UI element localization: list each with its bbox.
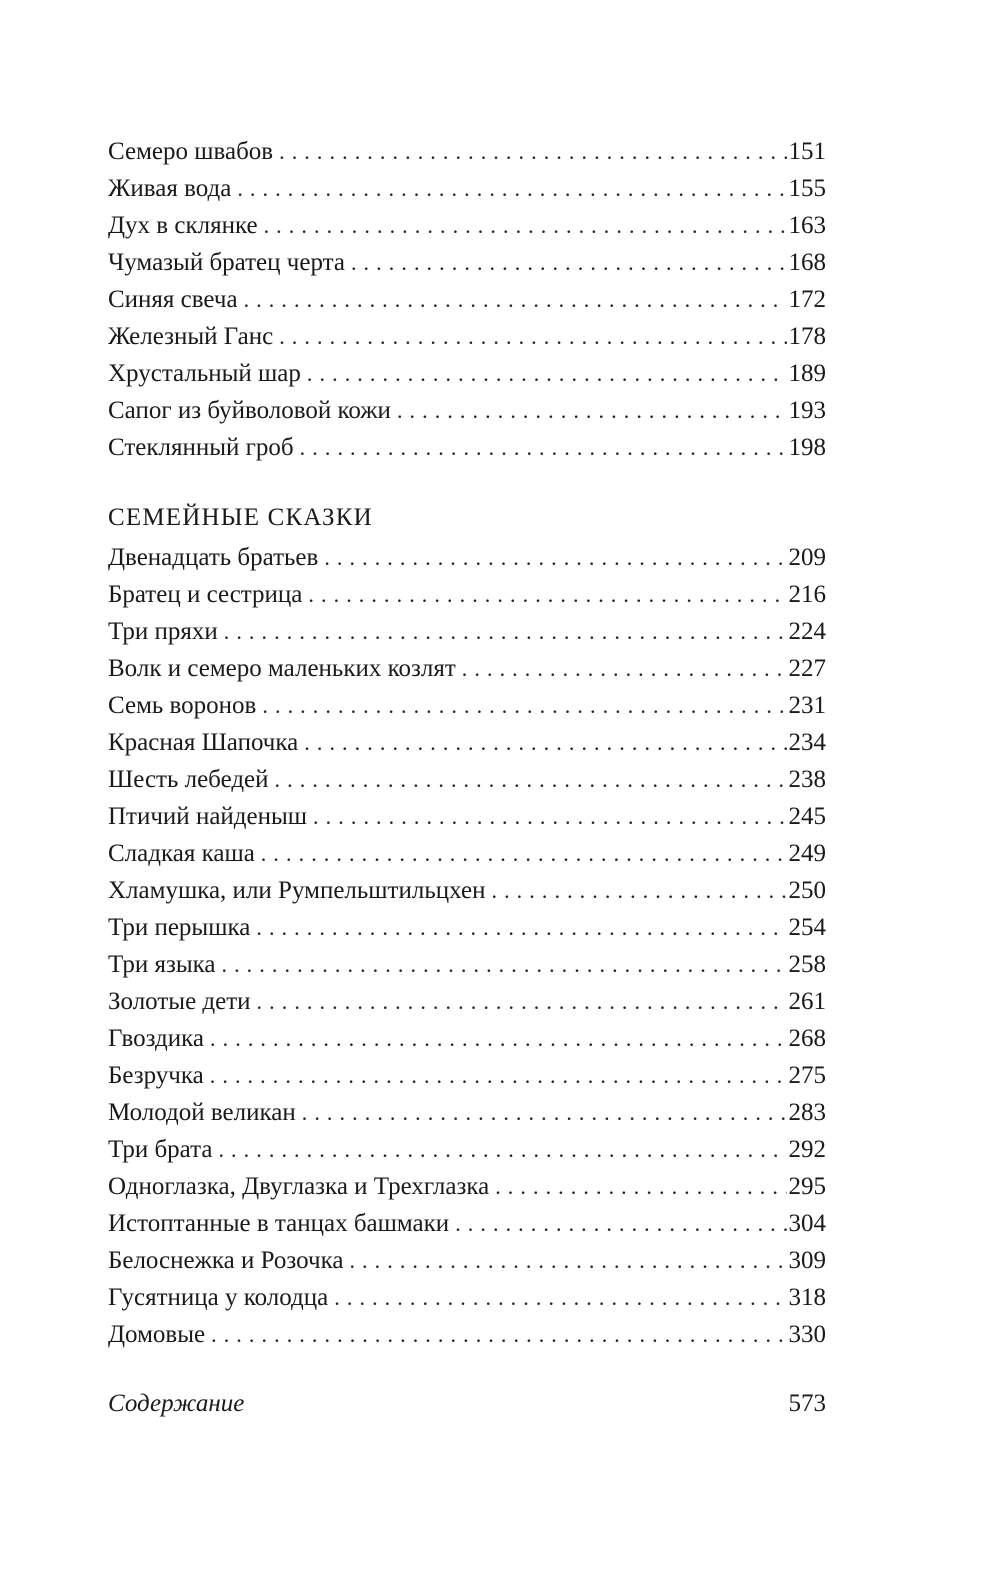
- toc-entry-title: Чумазый братец черта: [108, 249, 345, 276]
- toc-leader-dots: [397, 392, 787, 429]
- toc-entry-title: Сладкая каша: [108, 840, 255, 867]
- toc-entry: [108, 1242, 826, 1279]
- toc-entry-title: Братец и сестрица: [108, 581, 303, 608]
- toc-list-continued: [108, 133, 826, 466]
- toc-entry-page: 304: [788, 1210, 826, 1237]
- toc-entry-page: 216: [788, 581, 826, 608]
- toc-entry-page: 245: [788, 803, 826, 830]
- toc-entry: [108, 1094, 826, 1131]
- toc-list-family-tales: [108, 539, 826, 1353]
- toc-entry-title: Шесть лебедей: [108, 766, 269, 793]
- toc-entry: [108, 1057, 826, 1094]
- toc-entry-page: 268: [788, 1025, 826, 1052]
- toc-entry-title: Семеро швабов: [108, 138, 274, 165]
- toc-leader-dots: [261, 835, 787, 872]
- toc-entry-title: Хламушка, или Румпельштильцхен: [108, 877, 486, 904]
- toc-entry-page: 189: [788, 360, 826, 387]
- toc-entry: [108, 1316, 826, 1353]
- toc-leader-dots: [307, 355, 787, 392]
- toc-entry-page: 151: [788, 138, 826, 165]
- toc-entry-title: Живая вода: [108, 175, 232, 202]
- toc-leader-dots: [349, 1242, 786, 1279]
- toc-entry: [108, 650, 826, 687]
- toc-entry-page: 275: [788, 1062, 826, 1089]
- toc-entry: [108, 761, 826, 798]
- toc-entry-page: 227: [788, 655, 826, 682]
- toc-entry: [108, 983, 826, 1020]
- toc-leader-dots: [257, 983, 787, 1020]
- toc-entry-title: Молодой великан: [108, 1099, 296, 1126]
- toc-entry: [108, 576, 826, 613]
- toc-leader-dots: [304, 724, 786, 761]
- toc-entry-title: Семь воронов: [108, 692, 257, 719]
- toc-entry-page: 172: [788, 286, 826, 313]
- toc-leader-dots: [211, 1316, 786, 1353]
- toc-entry-title: Стеклянный гроб: [108, 434, 294, 461]
- toc-leader-dots: [308, 576, 786, 613]
- toc-leader-dots: [224, 613, 787, 650]
- toc-entry-page: 292: [788, 1136, 826, 1163]
- toc-entry-title: Три пряхи: [108, 618, 218, 645]
- toc-entry: [108, 1205, 826, 1242]
- toc-entry: [108, 687, 826, 724]
- toc-leader-dots: [491, 872, 786, 909]
- toc-entry-page: 261: [788, 988, 826, 1015]
- toc-entry-title: Золотые дети: [108, 988, 251, 1015]
- toc-leader-dots: [237, 170, 786, 207]
- toc-entry-page: 163: [788, 212, 826, 239]
- toc-leader-dots: [244, 281, 787, 318]
- page-number: 573: [788, 1390, 826, 1417]
- toc-entry-title: Белоснежка и Розочка: [108, 1247, 344, 1274]
- toc-leader-dots: [279, 133, 786, 170]
- toc-entry-page: 254: [788, 914, 826, 941]
- toc-entry: [108, 355, 826, 392]
- toc-entry-title: Сапог из буйволовой кожи: [108, 397, 391, 424]
- toc-entry: [108, 244, 826, 281]
- toc-leader-dots: [218, 1131, 786, 1168]
- toc-entry-title: Истоптанные в танцах башмаки: [108, 1210, 450, 1237]
- toc-leader-dots: [262, 687, 786, 724]
- toc-entry: [108, 429, 826, 466]
- toc-entry-title: Безручка: [108, 1062, 204, 1089]
- toc-entry: [108, 207, 826, 244]
- toc-entry: [108, 1131, 826, 1168]
- toc-leader-dots: [264, 207, 787, 244]
- toc-leader-dots: [210, 1020, 786, 1057]
- toc-entry: [108, 613, 826, 650]
- toc-entry: [108, 798, 826, 835]
- toc-entry-page: 209: [788, 544, 826, 571]
- toc-leader-dots: [210, 1057, 787, 1094]
- toc-entry-page: 309: [788, 1247, 826, 1274]
- toc-entry-title: Гусятница у колодца: [108, 1284, 329, 1311]
- toc-entry: [108, 1020, 826, 1057]
- toc-entry: [108, 946, 826, 983]
- toc-entry: [108, 1279, 826, 1316]
- toc-entry-title: Красная Шапочка: [108, 729, 299, 756]
- toc-entry-page: 295: [788, 1173, 826, 1200]
- toc-entry-page: 178: [788, 323, 826, 350]
- toc-entry-title: Три брата: [108, 1136, 213, 1163]
- toc-entry-page: 234: [788, 729, 826, 756]
- toc-entry: [108, 872, 826, 909]
- toc-leader-dots: [495, 1168, 786, 1205]
- toc-entry-title: Домовые: [108, 1321, 206, 1348]
- toc-leader-dots: [256, 909, 786, 946]
- toc-leader-dots: [279, 318, 786, 355]
- toc-entry: [108, 318, 826, 355]
- toc-leader-dots: [300, 429, 787, 466]
- toc-leader-dots: [455, 1205, 786, 1242]
- toc-entry-title: Три языка: [108, 951, 216, 978]
- toc-entry-page: 318: [788, 1284, 826, 1311]
- toc-entry-page: 155: [788, 175, 826, 202]
- toc-entry-title: Железный Ганс: [108, 323, 274, 350]
- running-title: Содержание: [108, 1390, 245, 1417]
- toc-entry-page: 224: [788, 618, 826, 645]
- toc-entry: [108, 539, 826, 576]
- toc-entry-page: 168: [788, 249, 826, 276]
- toc-entry: [108, 909, 826, 946]
- toc-entry-page: 249: [788, 840, 826, 867]
- toc-leader-dots: [351, 244, 787, 281]
- toc-entry-title: Волк и семеро маленьких козлят: [108, 655, 456, 682]
- toc-entry: [108, 1168, 826, 1205]
- toc-entry-title: Хрустальный шар: [108, 360, 301, 387]
- toc-leader-dots: [334, 1279, 786, 1316]
- page-footer: [108, 1384, 826, 1424]
- toc-entry-title: Дух в склянке: [108, 212, 258, 239]
- toc-leader-dots: [313, 798, 786, 835]
- toc-entry-page: 231: [788, 692, 826, 719]
- toc-entry-title: Гвоздика: [108, 1025, 205, 1052]
- toc-entry-title: Двенадцать братьев: [108, 544, 319, 571]
- toc-entry-title: Одноглазка, Двуглазка и Трехглазка: [108, 1173, 490, 1200]
- toc-entry-page: 238: [788, 766, 826, 793]
- toc-entry-page: 250: [788, 877, 826, 904]
- toc-leader-dots: [221, 946, 786, 983]
- section-heading: СЕМЕЙНЫЕ СКАЗКИ: [108, 504, 373, 531]
- toc-entry: [108, 170, 826, 207]
- toc-entry: [108, 281, 826, 318]
- toc-entry-title: Синяя свеча: [108, 286, 238, 313]
- toc-leader-dots: [324, 539, 786, 576]
- toc-entry-title: Три перышка: [108, 914, 251, 941]
- toc-entry: [108, 835, 826, 872]
- toc-entry-page: 258: [788, 951, 826, 978]
- toc-entry: [108, 392, 826, 429]
- toc-leader-dots: [302, 1094, 787, 1131]
- toc-entry: [108, 133, 826, 170]
- toc-entry-title: Птичий найденыш: [108, 803, 308, 830]
- toc-entry-page: 330: [788, 1321, 826, 1348]
- toc-entry-page: 283: [788, 1099, 826, 1126]
- toc-leader-dots: [275, 761, 787, 798]
- toc-entry-page: 198: [788, 434, 826, 461]
- toc-entry-page: 193: [788, 397, 826, 424]
- toc-leader-dots: [462, 650, 787, 687]
- toc-entry: [108, 724, 826, 761]
